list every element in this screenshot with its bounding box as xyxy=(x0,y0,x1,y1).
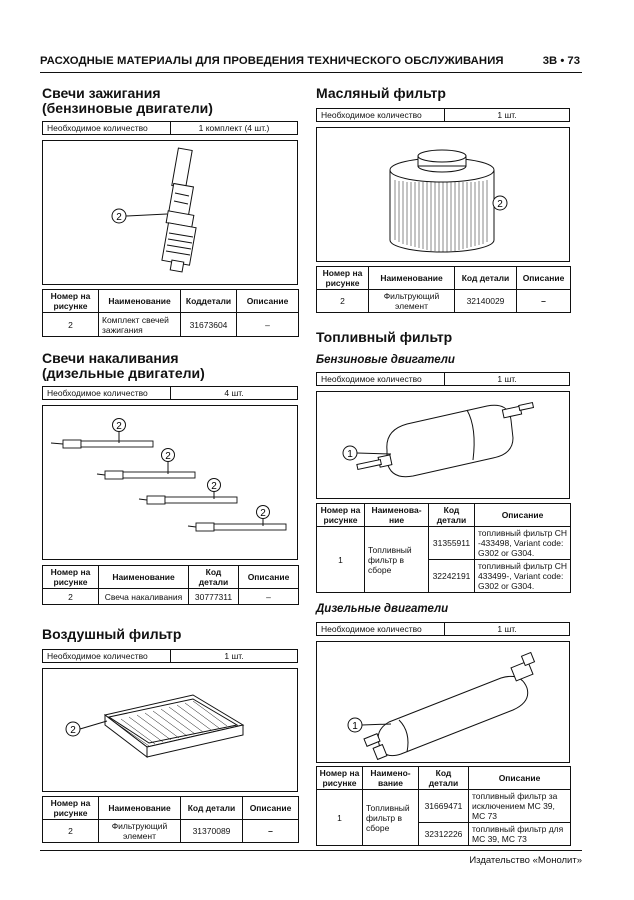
table-row xyxy=(43,313,299,337)
diesel-fuel-filter-table xyxy=(316,766,571,846)
col-header: Описание xyxy=(475,504,571,527)
oil-filter-figure xyxy=(316,127,570,262)
cell-desc: топливный фильтр для MC 39, MC 73 xyxy=(469,823,571,846)
air-filter-title: Воздушный фильтр xyxy=(42,626,182,642)
cell-desc: – xyxy=(517,290,571,313)
callout-number: 2 xyxy=(497,199,503,210)
cell-name: Фильтрующий элемент xyxy=(99,820,181,843)
air-filter-table xyxy=(42,796,299,843)
diesel-fuel-filter-drawing xyxy=(317,642,571,764)
col-header: Код детали xyxy=(189,566,239,589)
cell-desc: топливный фильтр CH 433499-, Variant code: G302 or G304. xyxy=(475,560,571,593)
oil-filter-drawing xyxy=(317,128,571,263)
spark-plugs-title xyxy=(42,86,213,116)
cell-name: Свеча накаливания xyxy=(99,589,189,605)
spark-plug-drawing xyxy=(43,141,299,286)
col-header: Код детали xyxy=(419,767,469,790)
callout-number: 2 xyxy=(116,421,122,432)
col-header: Наимено-вание xyxy=(363,767,419,790)
col-header: Описание xyxy=(469,767,571,790)
oil-filter-title: Масляный фильтр xyxy=(316,85,446,101)
diesel-engines-subtitle: Дизельные двигатели xyxy=(316,603,449,615)
qty-label: Необходимое количество xyxy=(317,109,445,121)
diesel-fuel-filter-figure xyxy=(316,641,570,763)
oil-filter-qty xyxy=(316,108,570,122)
qty-label: Необходимое количество xyxy=(317,373,445,385)
callout-number: 2 xyxy=(260,508,266,519)
spark-plugs-title-line2: (бензиновые двигатели) xyxy=(42,100,213,116)
petrol-fuel-filter-figure xyxy=(316,391,570,499)
qty-label: Необходимое количество xyxy=(317,623,445,635)
cell-code: 32140029 xyxy=(455,290,517,313)
col-header: Описание xyxy=(239,566,299,589)
cell-desc: – xyxy=(239,589,299,605)
cell-number: 2 xyxy=(43,313,99,337)
cell-code: 32312226 xyxy=(419,823,469,846)
col-header: Номер на рисунке xyxy=(317,504,365,527)
glow-plugs-table xyxy=(42,565,299,605)
col-header: Описание xyxy=(517,267,571,290)
cell-name: Топливный фильтр в сборе xyxy=(363,790,419,846)
spark-plugs-qty xyxy=(42,121,298,135)
cell-desc: топливный фильтр за исключением MC 39, MC 73 xyxy=(469,790,571,823)
oil-filter-table xyxy=(316,266,571,313)
cell-desc: – xyxy=(243,820,299,843)
petrol-fuel-filter-qty xyxy=(316,372,570,386)
qty-value: 4 шт. xyxy=(224,388,244,398)
petrol-engines-subtitle: Бензиновые двигатели xyxy=(316,354,455,366)
glow-plug-drawing xyxy=(43,406,299,561)
table-row xyxy=(317,527,571,560)
glow-plug-figure xyxy=(42,405,298,560)
col-header: Описание xyxy=(243,797,299,820)
petrol-fuel-filter-drawing xyxy=(317,392,571,500)
callout-number: 2 xyxy=(165,451,171,462)
qty-value: 1 шт. xyxy=(497,624,517,634)
cell-code: 31669471 xyxy=(419,790,469,823)
cell-number: 2 xyxy=(43,589,99,605)
col-header: Наименование xyxy=(99,797,181,820)
publisher-footer: Издательство «Монолит» xyxy=(469,855,582,866)
fuel-filter-title: Топливный фильтр xyxy=(316,329,453,345)
col-header: Номер на рисунке xyxy=(43,566,99,589)
cell-name: Топливный фильтр в сборе xyxy=(365,527,429,593)
callout-number: 2 xyxy=(116,212,122,223)
qty-value: 1 шт. xyxy=(224,651,244,661)
glow-plugs-title xyxy=(42,351,205,381)
table-row xyxy=(317,790,571,823)
spark-plug-figure xyxy=(42,140,298,285)
col-header: Наименование xyxy=(99,290,181,313)
col-header: Наименование xyxy=(99,566,189,589)
callout-number: 2 xyxy=(70,725,76,736)
petrol-fuel-filter-table xyxy=(316,503,571,593)
cell-code: 31370089 xyxy=(181,820,243,843)
qty-label: Необходимое количество xyxy=(43,122,171,134)
col-header: Номер на рисунке xyxy=(43,797,99,820)
page-number: 3В • 73 xyxy=(542,55,580,67)
cell-number: 1 xyxy=(317,527,365,593)
page-header-title: РАСХОДНЫЕ МАТЕРИАЛЫ ДЛЯ ПРОВЕДЕНИЯ ТЕХНИЧЕСКОГО ОБСЛУЖИВАНИЯ xyxy=(40,55,504,67)
footer-divider xyxy=(40,850,582,851)
table-row xyxy=(43,820,299,843)
qty-value: 1 комплект (4 шт.) xyxy=(198,123,270,133)
diesel-fuel-filter-qty xyxy=(316,622,570,636)
col-header: Номер на рисунке xyxy=(317,267,369,290)
callout-2 xyxy=(112,209,167,223)
qty-value: 1 шт. xyxy=(497,374,517,384)
cell-number: 1 xyxy=(317,790,363,846)
cell-desc: топливный фильтр CH -433498, Variant code: G302 or G304. xyxy=(475,527,571,560)
cell-name: Комплект свечей зажигания xyxy=(99,313,181,337)
spark-plugs-title-line1: Свечи зажигания xyxy=(42,85,161,101)
col-header: Код детали xyxy=(181,797,243,820)
qty-value: 1 шт. xyxy=(497,110,517,120)
air-filter-drawing xyxy=(43,669,299,793)
cell-code: 31355911 xyxy=(429,527,475,560)
cell-desc: – xyxy=(237,313,299,337)
col-header: Наименование xyxy=(369,267,455,290)
col-header: Код детали xyxy=(429,504,475,527)
callout-number: 1 xyxy=(352,721,358,732)
qty-label: Необходимое количество xyxy=(43,650,171,662)
table-row xyxy=(43,589,299,605)
glow-plugs-title-line1: Свечи накаливания xyxy=(42,350,179,366)
col-header: Наименова-ние xyxy=(365,504,429,527)
col-header: Номер на рисунке xyxy=(317,767,363,790)
cell-code: 31673604 xyxy=(181,313,237,337)
cell-name: Фильтрующий элемент xyxy=(369,290,455,313)
qty-label: Необходимое количество xyxy=(43,387,171,399)
callout-number: 1 xyxy=(347,449,353,460)
air-filter-qty xyxy=(42,649,298,663)
glow-plugs-qty xyxy=(42,386,298,400)
cell-number: 2 xyxy=(317,290,369,313)
callout-number: 2 xyxy=(211,481,217,492)
col-header: Код детали xyxy=(455,267,517,290)
glow-plugs-title-line2: (дизельные двигатели) xyxy=(42,365,205,381)
cell-code: 30777311 xyxy=(189,589,239,605)
air-filter-figure xyxy=(42,668,298,792)
spark-plugs-table xyxy=(42,289,299,337)
col-header: Коддетали xyxy=(181,290,237,313)
col-header: Описание xyxy=(237,290,299,313)
page-header xyxy=(40,55,582,73)
table-row xyxy=(317,290,571,313)
cell-number: 2 xyxy=(43,820,99,843)
col-header: Номер на рисунке xyxy=(43,290,99,313)
cell-code: 32242191 xyxy=(429,560,475,593)
